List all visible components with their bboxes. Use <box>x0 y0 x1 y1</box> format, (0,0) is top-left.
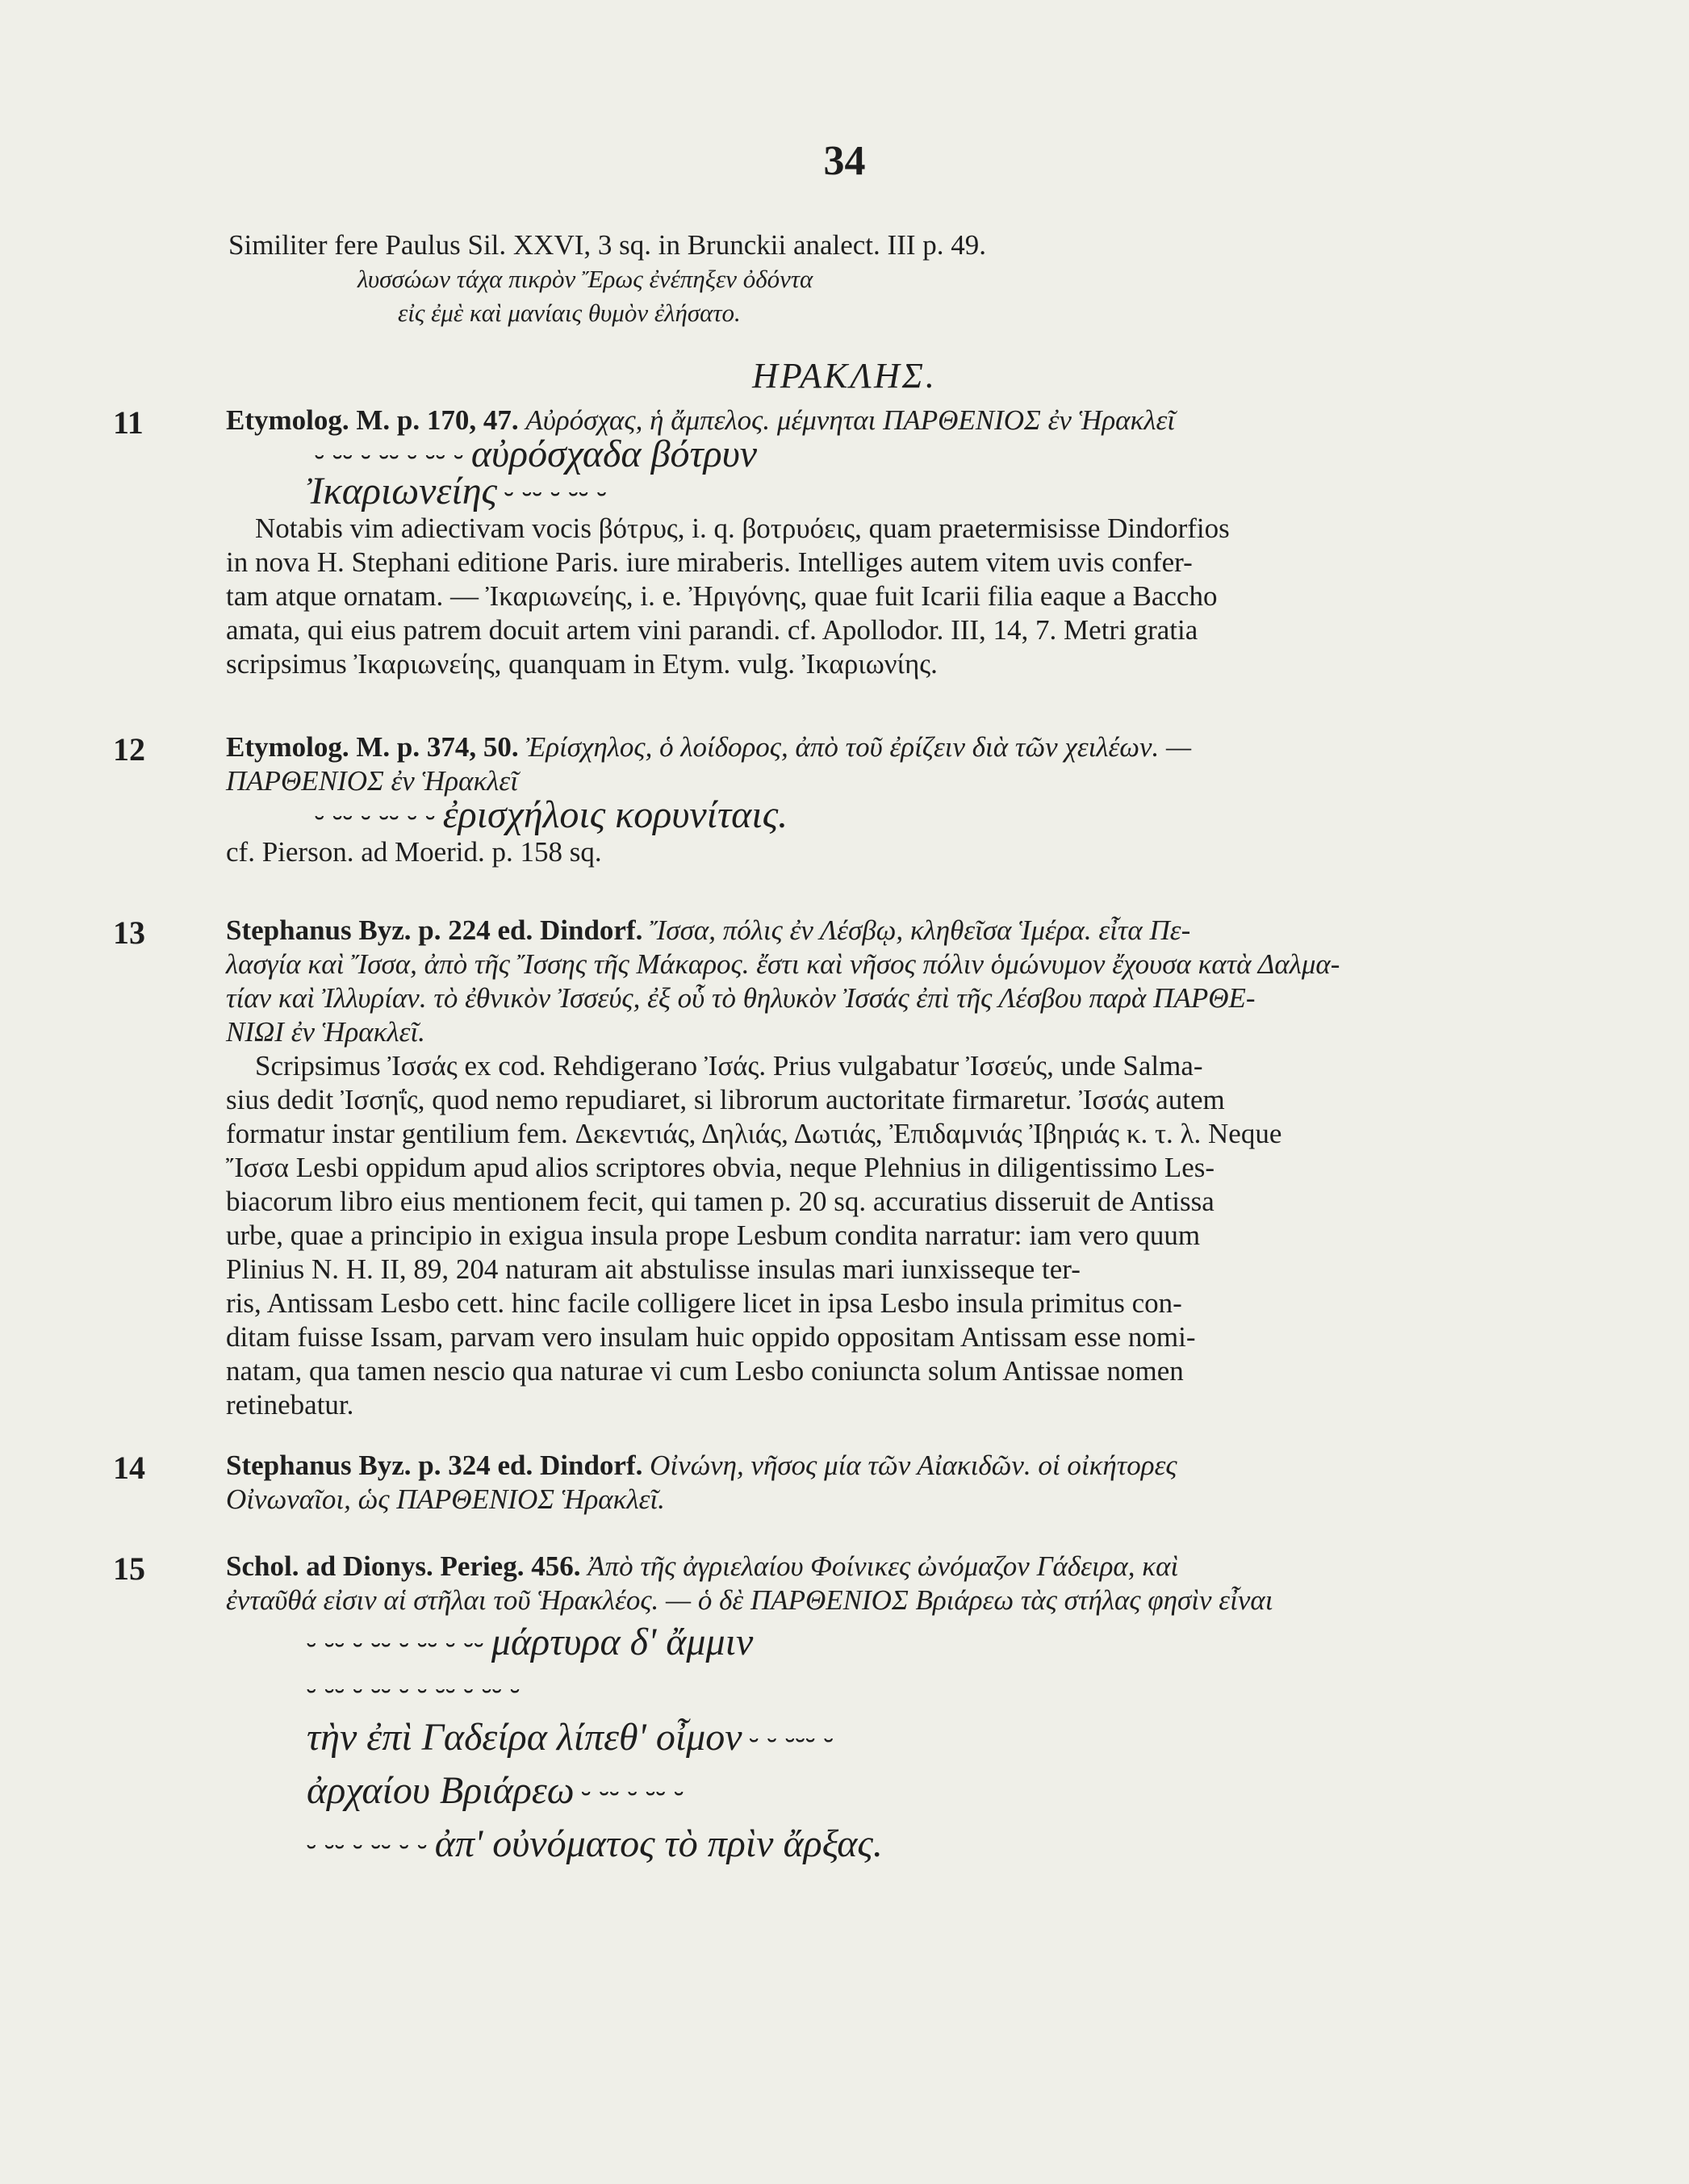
entry-line <box>226 1449 1511 1483</box>
entry-text: Ἐρίσχηλος, ὁ λοίδορος, ἀπὸ τοῦ ἐρίζειν διὰ τῶν χειλέων. — <box>525 731 1192 763</box>
entry-number: 11 <box>113 404 144 441</box>
metrical-scheme: ⏑ ⏑⏑ ⏑ ⏑⏑ ⏑ ⏑ <box>307 1831 428 1863</box>
verse-text: μάρτυρα δ' ἄμμιν <box>491 1621 754 1663</box>
entry-source: Etymolog. M. p. 170, 47. <box>226 404 519 436</box>
entry-number: 13 <box>113 914 145 951</box>
verse-text: τὴν ἐπὶ Γαδείρα λίπεθ' οἶμον <box>307 1716 742 1759</box>
page-number: 34 <box>823 138 866 184</box>
section-heading: ΗΡΑΚΛΗΣ. <box>752 356 937 395</box>
entry-source: Stephanus Byz. p. 324 ed. Dindorf. <box>226 1450 643 1481</box>
entry-text: Οἰνώνη, νῆσος μία τῶν Αἰακιδῶν. οἱ οἰκήτορες <box>650 1450 1177 1481</box>
entry-text: scripsimus Ἰκαριωνείης, quanquam in Etym. vulg. Ἰκαριωνίης. <box>226 648 938 680</box>
entry-line <box>226 730 1511 764</box>
entry-text: natam, qua tamen nescio qua naturae vi cum Lesbo coniuncta solum Antissae nomen <box>226 1355 1184 1387</box>
intro-line: Similiter fere Paulus Sil. XXVI, 3 sq. in Brunckii analect. III p. 49. <box>228 229 987 261</box>
entry-text: in nova H. Stephani editione Paris. iure miraberis. Intelliges autem vitem uvis confer- <box>226 546 1193 578</box>
entry-text: Ἴσσα Lesbi oppidum apud alios scriptores obvia, neque Plehnius in diligentissimo Les- <box>226 1152 1215 1183</box>
metrical-scheme: ⏑ ⏑ ⏑⏑⏑ ⏑ <box>749 1725 834 1756</box>
entry-14 <box>113 1449 1511 1517</box>
intro-greek-line: λυσσώων τάχα πικρὸν Ἔρως ἐνέπηξεν ὀδόντα <box>357 265 813 293</box>
entry-15 <box>113 1550 1511 1872</box>
entry-text: ἐνταῦθά εἰσιν αἱ στῆλαι τοῦ Ἡρακλέος. — ὁ δὲ ΠΑΡΘΕΝΙΟΣ Βριάρεω τὰς στήλας φησὶν εἶναι <box>226 1584 1273 1616</box>
entry-line <box>226 914 1511 948</box>
entry-13 <box>113 914 1511 1422</box>
metrical-scheme: ⏑ ⏑⏑ ⏑ ⏑⏑ ⏑ ⏑ <box>315 802 436 834</box>
entry-text: ΝΙΩΙ ἐν Ἡρακλεῖ. <box>226 1016 425 1048</box>
entry-text: ditam fuisse Issam, parvam vero insulam huic oppido oppositam Antissam esse nomi- <box>226 1321 1196 1353</box>
entry-text: Ἀπὸ τῆς ἀγριελαίου Φοίνικες ὠνόμαζον Γάδειρα, καὶ <box>587 1550 1179 1582</box>
verse-line <box>226 1617 1511 1671</box>
intro <box>228 228 1511 330</box>
verse-text: ἐρισχήλοις κορυνίταις. <box>442 793 788 836</box>
entry-text: Οἰνωναῖοι, ὡς ΠΑΡΘΕΝΙΟΣ Ἡρακλεῖ. <box>226 1483 665 1515</box>
entry-source: Stephanus Byz. p. 224 ed. Dindorf. <box>226 914 643 946</box>
verse-text: αὐρόσχαδα βότρυν <box>470 433 758 475</box>
metrical-scheme: ⏑ ⏑⏑ ⏑ ⏑⏑ ⏑ ⏑⏑ ⏑ <box>315 441 465 473</box>
metrical-scheme: ⏑ ⏑⏑ ⏑ ⏑⏑ ⏑ ⏑ ⏑⏑ ⏑ ⏑⏑ ⏑ <box>307 1676 520 1707</box>
entry-source: Etymolog. M. p. 374, 50. <box>226 731 519 763</box>
verse-line <box>226 1713 1511 1766</box>
entry-text: formatur instar gentilium fem. Δεκεντιάς, Δηλιάς, Δωτιάς, Ἐπιδαμνιάς Ἰβηριάς κ. τ. λ. Neque <box>226 1118 1282 1149</box>
intro-greek-line: εἰς ἐμὲ καὶ μανίαις θυμὸν ἐλήσατο. <box>398 299 741 327</box>
verse-text: ἀπ' οὐνόματος τὸ πρὶν ἄρξας. <box>434 1822 883 1865</box>
verse-line <box>226 1766 1511 1819</box>
verse-line <box>226 793 1511 836</box>
entry-line <box>226 1550 1511 1584</box>
entry-number: 12 <box>113 731 145 768</box>
entry-11 <box>113 404 1511 681</box>
metrical-scheme: ⏑ ⏑⏑ ⏑ ⏑⏑ ⏑ <box>504 479 608 510</box>
entry-text: ΠΑΡΘΕΝΙΟΣ ἐν Ἡρακλεῖ <box>226 765 518 797</box>
verse-line <box>226 470 1511 513</box>
verse-text: ἀρχαίου Βριάρεω <box>307 1769 575 1812</box>
entry-text: biacorum libro eius mentionem fecit, qui tamen p. 20 sq. accuratius disseruit de Antissa <box>226 1186 1214 1217</box>
entry-text: Αὐρόσχας, ἡ ἄμπελος. μέμνηται ΠΑΡΘΕΝΙΟΣ ἐν Ἡρακλεῖ <box>525 404 1175 436</box>
entry-text: cf. Pierson. ad Moerid. p. 158 sq. <box>226 836 602 868</box>
entry-text: urbe, quae a principio in exigua insula prope Lesbum condita narratur: iam vero quum <box>226 1220 1201 1251</box>
entry-text: Scripsimus Ἰσσάς ex cod. Rehdigerano Ἰσάς. Prius vulgabatur Ἰσσεύς, unde Salma- <box>255 1050 1203 1082</box>
entry-source: Schol. ad Dionys. Perieg. 456. <box>226 1550 581 1582</box>
entry-number: 14 <box>113 1450 145 1486</box>
entry-text: amata, qui eius patrem docuit artem vini parandi. cf. Apollodor. III, 14, 7. Metri gratia <box>226 614 1198 646</box>
entry-text: retinebatur. <box>226 1389 354 1420</box>
entry-text: Plinius N. H. II, 89, 204 naturam ait abstulisse insulas mari iunxisseque ter- <box>226 1253 1081 1285</box>
entry-line <box>226 404 1511 437</box>
entry-text: Notabis vim adiectivam vocis βότρυς, i. q. βοτρυόεις, quam praetermisisse Dindorfios <box>255 513 1230 544</box>
entry-text: Ἴσσα, πόλις ἐν Λέσβῳ, κληθεῖσα Ἱμέρα. εἶτα Πε- <box>650 914 1191 946</box>
entry-text: sius dedit Ἰσσηΐς, quod nemo repudiaret, si librorum auctoritate firmaretur. Ἰσσάς autem <box>226 1084 1225 1115</box>
verse-line <box>226 1819 1511 1872</box>
entry-text: τίαν καὶ Ἰλλυρίαν. τὸ ἐθνικὸν Ἰσσεύς, ἐξ οὗ τὸ θηλυκὸν Ἰσσάς ἐπὶ τῆς Λέσβου παρὰ ΠΑΡΘΕ- <box>226 982 1256 1014</box>
metrical-scheme: ⏑ ⏑⏑ ⏑ ⏑⏑ ⏑ <box>581 1778 684 1810</box>
metrical-scheme: ⏑ ⏑⏑ ⏑ ⏑⏑ ⏑ ⏑⏑ ⏑ ⏑⏑ <box>307 1630 485 1661</box>
entry-text: tam atque ornatam. — Ἰκαριωνείης, i. e. Ἠριγόνης, quae fuit Icarii filia eaque a Baccho <box>226 580 1218 612</box>
entry-12 <box>113 730 1511 869</box>
entry-text: λασγία καὶ Ἴσσα, ἀπὸ τῆς Ἴσσης τῆς Μάκαρος. ἔστι καὶ νῆσος πόλιν ὁμώνυμον ἔχουσα κατὰ Δαλμα- <box>226 948 1340 980</box>
verse-text: Ἰκαριωνείης <box>307 470 498 513</box>
entry-number: 15 <box>113 1550 145 1587</box>
entry-text: ris, Antissam Lesbo cett. hinc facile colligere licet in ipsa Lesbo insula primitus con- <box>226 1287 1182 1319</box>
